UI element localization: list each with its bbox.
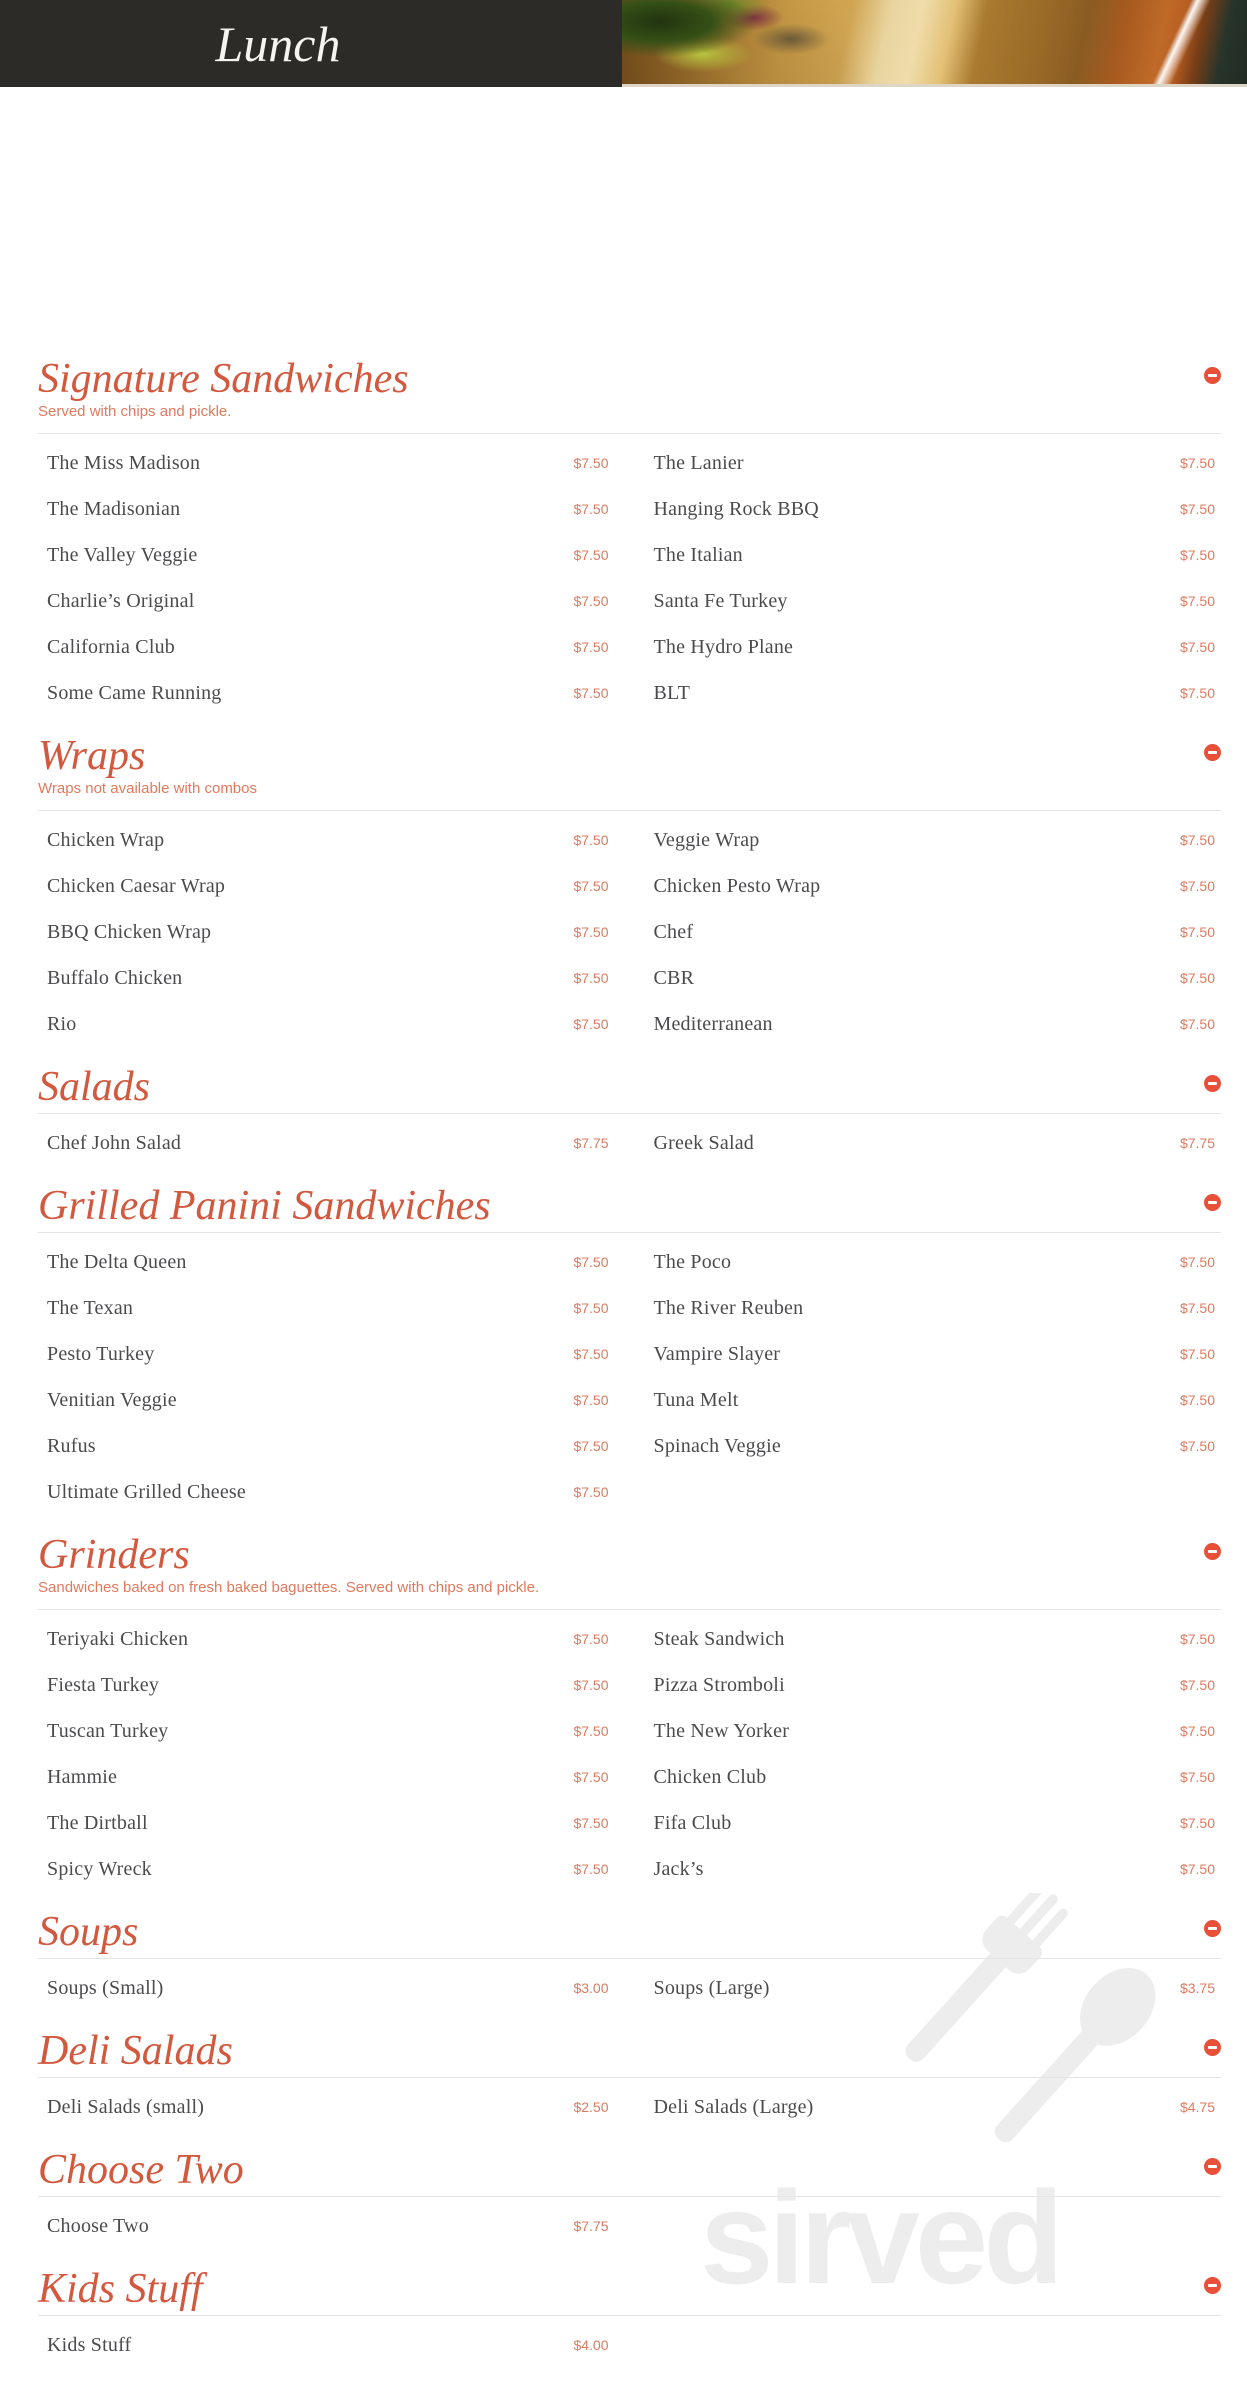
- menu-item: [38, 1708, 615, 1754]
- item-price: $7.75: [573, 1135, 609, 1151]
- menu-section: [38, 1184, 1221, 1515]
- item-name: Hammie: [47, 1765, 118, 1788]
- item-name: Chicken Caesar Wrap: [47, 874, 226, 897]
- item-name: Buffalo Chicken: [47, 966, 183, 989]
- menu-item: [38, 909, 615, 955]
- item-name: Soups (Small): [47, 1976, 164, 1999]
- menu-item: [38, 1239, 615, 1285]
- menu-item: [645, 817, 1222, 863]
- item-name: Deli Salads (Large): [653, 2095, 814, 2118]
- menu-item: [645, 1754, 1222, 1800]
- section-note: Served with chips and pickle.: [38, 403, 232, 420]
- menu-item: [645, 1423, 1222, 1469]
- menu-item: [38, 1754, 615, 1800]
- item-name: The Madisonian: [47, 497, 181, 520]
- item-price: $7.50: [573, 685, 609, 701]
- item-name: Chef John Salad: [47, 1131, 182, 1154]
- menu-item: [645, 955, 1222, 1001]
- item-price: $7.50: [573, 832, 609, 848]
- section-heading-row: [38, 2267, 1221, 2311]
- item-name: Kids Stuff: [47, 2333, 132, 2356]
- item-name: Mediterranean: [653, 1012, 773, 1035]
- item-name: The River Reuben: [653, 1296, 804, 1319]
- item-price: $7.50: [573, 970, 609, 986]
- menu-item: [38, 670, 615, 716]
- item-name: BBQ Chicken Wrap: [47, 920, 212, 943]
- item-name: Ultimate Grilled Cheese: [47, 1480, 246, 1503]
- item-name: Chicken Club: [653, 1765, 767, 1788]
- item-name: The Delta Queen: [47, 1250, 187, 1273]
- menu-section: [38, 357, 1221, 716]
- menu-item: [645, 1377, 1222, 1423]
- menu-item: [645, 1001, 1222, 1047]
- item-name: The Dirtball: [47, 1811, 148, 1834]
- menu-item: [645, 1846, 1222, 1892]
- item-price: $7.50: [1179, 924, 1215, 940]
- section-heading-row: [38, 734, 1221, 778]
- menu-item: [38, 2203, 615, 2249]
- item-name: Tuscan Turkey: [47, 1719, 169, 1742]
- collapse-section-button[interactable]: [1204, 2039, 1221, 2056]
- menu-item: [645, 2084, 1222, 2130]
- collapse-section-button[interactable]: [1204, 1075, 1221, 1092]
- item-price: $7.50: [573, 1769, 609, 1785]
- item-price: $7.50: [1179, 593, 1215, 609]
- item-name: Rufus: [47, 1434, 96, 1457]
- item-price: $7.50: [573, 1254, 609, 1270]
- minus-icon: [1208, 1201, 1217, 1204]
- item-name: Tuna Melt: [653, 1388, 739, 1411]
- item-name: Deli Salads (small): [47, 2095, 205, 2118]
- item-name: Spicy Wreck: [47, 1857, 152, 1880]
- item-price: $7.50: [573, 1300, 609, 1316]
- item-name: CBR: [653, 966, 695, 989]
- item-name: Pizza Stromboli: [653, 1673, 785, 1696]
- section-heading-row: [38, 1184, 1221, 1228]
- item-name: The Poco: [653, 1250, 732, 1273]
- item-name: Santa Fe Turkey: [653, 589, 788, 612]
- menu-item: [38, 817, 615, 863]
- minus-icon: [1208, 1927, 1217, 1930]
- menu-item: [645, 486, 1222, 532]
- collapse-section-button[interactable]: [1204, 744, 1221, 761]
- menu-title: Lunch: [215, 15, 341, 72]
- item-name: Jack’s: [653, 1857, 704, 1880]
- item-price: $7.75: [573, 2218, 609, 2234]
- section-heading-row: [38, 1910, 1221, 1954]
- menu-section: [38, 2267, 1221, 2368]
- item-name: California Club: [47, 635, 175, 658]
- item-name: Choose Two: [47, 2214, 149, 2237]
- item-price: $7.50: [1179, 1346, 1215, 1362]
- collapse-section-button[interactable]: [1204, 1920, 1221, 1937]
- menu-item: [38, 1377, 615, 1423]
- item-price: $7.50: [1179, 639, 1215, 655]
- menu-section: [38, 2148, 1221, 2249]
- menu-item: [645, 578, 1222, 624]
- menu-item: [38, 1469, 615, 1515]
- section-title: Kids Stuff: [38, 2266, 203, 2312]
- item-price: $7.50: [1179, 455, 1215, 471]
- item-price: $7.50: [1179, 501, 1215, 517]
- item-price: $7.50: [573, 1631, 609, 1647]
- menu-item: [645, 1662, 1222, 1708]
- minus-icon: [1208, 2165, 1217, 2168]
- item-price: $7.50: [573, 1861, 609, 1877]
- item-price: $2.50: [573, 2099, 609, 2115]
- section-title: Grinders: [38, 1532, 190, 1578]
- item-price: $4.75: [1179, 2099, 1215, 2115]
- item-price: $7.50: [1179, 1769, 1215, 1785]
- item-price: $7.50: [1179, 685, 1215, 701]
- item-price: $7.50: [573, 1016, 609, 1032]
- section-heading-row: [38, 1065, 1221, 1109]
- minus-icon: [1208, 374, 1217, 377]
- collapse-section-button[interactable]: [1204, 2277, 1221, 2294]
- menu-item: [645, 1708, 1222, 1754]
- item-name: Hanging Rock BBQ: [653, 497, 819, 520]
- section-heading-row: [38, 2148, 1221, 2192]
- section-note: Sandwiches baked on fresh baked baguettes. Served with chips and pickle.: [38, 1579, 540, 1596]
- item-price: $7.50: [573, 1484, 609, 1500]
- item-price: $7.50: [1179, 1254, 1215, 1270]
- item-price: $7.50: [573, 1346, 609, 1362]
- watermark-text: sirved: [700, 2164, 1059, 2311]
- item-name: Rio: [47, 1012, 77, 1035]
- minus-icon: [1208, 1550, 1217, 1553]
- menu-item: [38, 863, 615, 909]
- menu-item: [645, 1800, 1222, 1846]
- minus-icon: [1208, 2046, 1217, 2049]
- menu-item: [38, 1616, 615, 1662]
- item-price: $7.50: [1179, 1016, 1215, 1032]
- item-price: $7.50: [1179, 1631, 1215, 1647]
- menu-section: [38, 734, 1221, 1047]
- item-name: The New Yorker: [653, 1719, 790, 1742]
- item-price: $7.50: [573, 924, 609, 940]
- item-price: $3.00: [573, 1980, 609, 1996]
- menu-item: [38, 2084, 615, 2130]
- menu: [0, 87, 1247, 2368]
- menu-item: [38, 1331, 615, 1377]
- item-price: $7.50: [1179, 832, 1215, 848]
- item-price: $7.50: [1179, 1861, 1215, 1877]
- section-items: [38, 2316, 1221, 2368]
- menu-item: [38, 955, 615, 1001]
- menu-item: [38, 1846, 615, 1892]
- page-header: [0, 0, 1247, 87]
- item-price: $7.50: [573, 878, 609, 894]
- collapse-section-button[interactable]: [1204, 367, 1221, 384]
- item-price: $7.50: [1179, 970, 1215, 986]
- minus-icon: [1208, 751, 1217, 754]
- collapse-section-button[interactable]: [1204, 2158, 1221, 2175]
- item-name: Steak Sandwich: [653, 1627, 785, 1650]
- item-name: Venitian Veggie: [47, 1388, 177, 1411]
- item-name: The Lanier: [653, 451, 744, 474]
- section-title: Choose Two: [38, 2147, 244, 2193]
- item-price: $7.50: [573, 501, 609, 517]
- section-title: Soups: [38, 1909, 139, 1955]
- section-items: [38, 1233, 1221, 1515]
- menu-section: [38, 1065, 1221, 1166]
- item-name: The Hydro Plane: [653, 635, 794, 658]
- section-items: [38, 2197, 1221, 2249]
- item-name: Fifa Club: [653, 1811, 732, 1834]
- menu-section: [38, 1533, 1221, 1892]
- section-items: [38, 1959, 1221, 2011]
- section-items: [38, 811, 1221, 1047]
- collapse-section-button[interactable]: [1204, 1543, 1221, 1560]
- item-name: The Miss Madison: [47, 451, 201, 474]
- item-name: Charlie’s Original: [47, 589, 195, 612]
- section-heading-row: [38, 357, 1221, 401]
- item-price: $7.50: [573, 1392, 609, 1408]
- menu-section: [38, 2029, 1221, 2130]
- section-title: Deli Salads: [38, 2028, 233, 2074]
- menu-item: [38, 1662, 615, 1708]
- item-name: BLT: [653, 681, 691, 704]
- menu-item: [645, 909, 1222, 955]
- item-price: $7.50: [573, 1723, 609, 1739]
- menu-item: [645, 1239, 1222, 1285]
- menu-item: [645, 1965, 1222, 2011]
- item-price: $7.50: [1179, 1723, 1215, 1739]
- item-price: $7.50: [1179, 1300, 1215, 1316]
- menu-item: [645, 863, 1222, 909]
- item-price: $7.50: [573, 593, 609, 609]
- menu-item: [38, 2322, 615, 2368]
- section-heading-row: [38, 1533, 1221, 1577]
- menu-item: [38, 1120, 615, 1166]
- item-name: The Valley Veggie: [47, 543, 198, 566]
- item-price: $7.50: [573, 455, 609, 471]
- section-note: Wraps not available with combos: [38, 780, 257, 797]
- menu-item: [38, 1423, 615, 1469]
- item-name: Greek Salad: [653, 1131, 754, 1154]
- item-price: $7.50: [1179, 1438, 1215, 1454]
- collapse-section-button[interactable]: [1204, 1194, 1221, 1211]
- item-name: Chicken Wrap: [47, 828, 165, 851]
- section-items: [38, 1610, 1221, 1892]
- header-title-area: [0, 0, 622, 87]
- menu-item: [38, 1965, 615, 2011]
- menu-item: [38, 1001, 615, 1047]
- section-title: Wraps: [38, 733, 146, 779]
- section-title: Signature Sandwiches: [38, 356, 409, 402]
- menu-item: [645, 1285, 1222, 1331]
- item-price: $4.00: [573, 2337, 609, 2353]
- section-items: [38, 1114, 1221, 1166]
- minus-icon: [1208, 2284, 1217, 2287]
- menu-item: [645, 670, 1222, 716]
- menu-item: [38, 486, 615, 532]
- menu-section: [38, 1910, 1221, 2011]
- menu-item: [38, 578, 615, 624]
- item-name: Vampire Slayer: [653, 1342, 781, 1365]
- menu-item: [38, 1285, 615, 1331]
- item-name: Teriyaki Chicken: [47, 1627, 189, 1650]
- item-price: $7.50: [573, 547, 609, 563]
- menu-item: [645, 440, 1222, 486]
- minus-icon: [1208, 1082, 1217, 1085]
- menu-item: [645, 1616, 1222, 1662]
- item-price: $7.50: [573, 1677, 609, 1693]
- menu-item: [38, 1800, 615, 1846]
- item-name: The Texan: [47, 1296, 134, 1319]
- item-name: Chicken Pesto Wrap: [653, 874, 821, 897]
- section-items: [38, 434, 1221, 716]
- item-name: Some Came Running: [47, 681, 222, 704]
- header-food-photo: [622, 0, 1247, 87]
- item-name: Chef: [653, 920, 694, 943]
- menu-item: [645, 532, 1222, 578]
- item-price: $7.50: [1179, 1677, 1215, 1693]
- item-price: $7.75: [1179, 1135, 1215, 1151]
- menu-item: [645, 1331, 1222, 1377]
- section-title: Salads: [38, 1064, 151, 1110]
- item-name: Soups (Large): [653, 1976, 770, 1999]
- item-price: $7.50: [1179, 1815, 1215, 1831]
- item-price: $7.50: [1179, 547, 1215, 563]
- item-name: Fiesta Turkey: [47, 1673, 160, 1696]
- item-name: The Italian: [653, 543, 743, 566]
- section-heading-row: [38, 2029, 1221, 2073]
- menu-item: [645, 1120, 1222, 1166]
- item-name: Spinach Veggie: [653, 1434, 781, 1457]
- item-price: $7.50: [573, 639, 609, 655]
- menu-item: [38, 440, 615, 486]
- item-price: $3.75: [1179, 1980, 1215, 1996]
- item-price: $7.50: [573, 1438, 609, 1454]
- section-items: [38, 2078, 1221, 2130]
- menu-item: [645, 624, 1222, 670]
- menu-item: [38, 532, 615, 578]
- item-name: Pesto Turkey: [47, 1342, 155, 1365]
- item-name: Veggie Wrap: [653, 828, 760, 851]
- item-price: $7.50: [1179, 878, 1215, 894]
- menu-item: [38, 624, 615, 670]
- section-title: Grilled Panini Sandwiches: [38, 1183, 491, 1229]
- item-price: $7.50: [1179, 1392, 1215, 1408]
- item-price: $7.50: [573, 1815, 609, 1831]
